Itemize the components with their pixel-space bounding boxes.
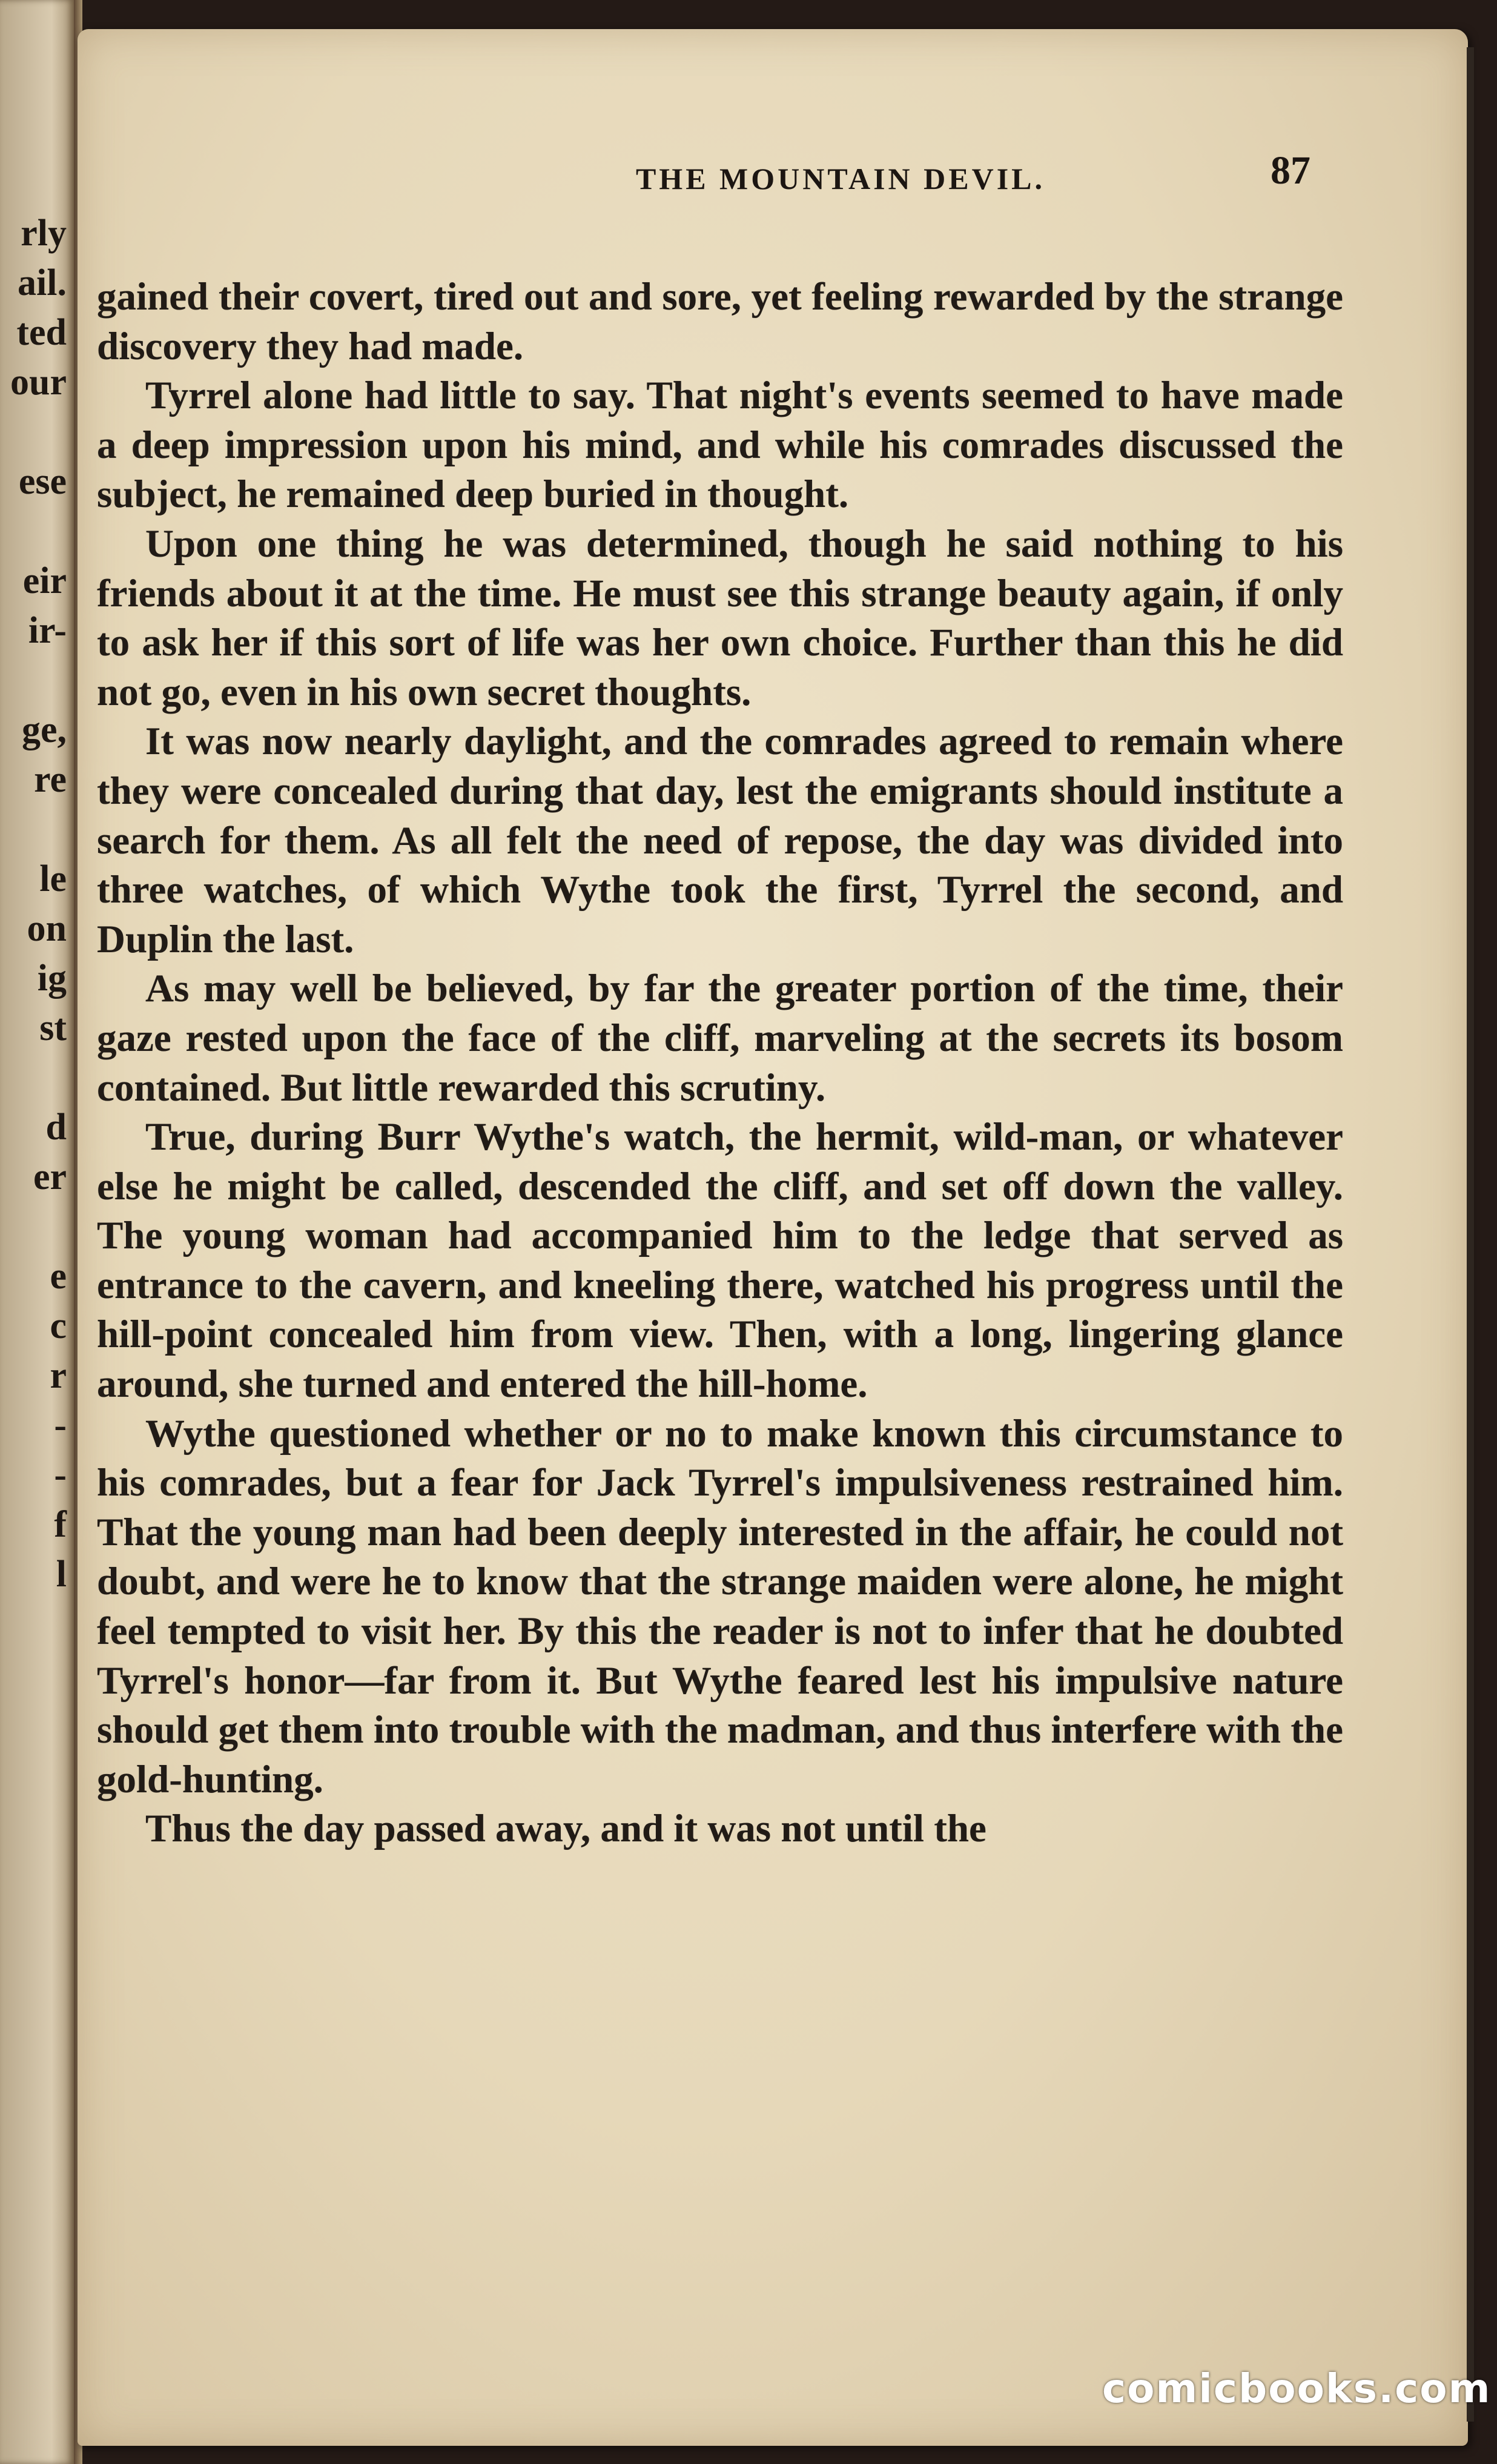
body-text (97, 273, 1343, 1854)
previous-page-fragment: ge, (21, 709, 67, 750)
previous-page-fragment: ted (16, 312, 67, 353)
previous-page-fragment: f (54, 1504, 67, 1545)
previous-page-fragment: our (10, 362, 67, 403)
previous-page-fragment: on (27, 908, 67, 949)
page-edge-shadow (1467, 47, 1474, 2422)
paragraph: gained their covert, tired out and sore, yet feeling rewarded by the strange discovery they had made. (97, 275, 1343, 368)
previous-page-fragment: ail. (18, 262, 67, 303)
previous-page-fragment: - (54, 1405, 67, 1446)
previous-page-fragment: e (50, 1256, 67, 1297)
page-number: 87 (1271, 148, 1310, 193)
paragraph: Tyrrel alone had little to say. That night's events seemed to have made a deep impression upon his mind, and while his comrades discussed the subject, he remained deep buried in thought. (97, 374, 1343, 517)
paragraph: Wythe questioned whether or no to make known this circumstance to his comrades, but a fear for Jack Tyrrel's impulsiveness restrained him. That the young man had been deeply interested in the affair, he could not doubt, and were he to know that the strange maiden were alone, he might feel tempted to visit her. By this the reader is not to infer that he doubted Tyrrel's honor—far from it. But Wythe feared lest his impulsive nature should get them into trouble with the madman, and thus interfere with the gold-hunting. (97, 1411, 1343, 1801)
previous-page-fragment: ig (37, 958, 67, 999)
previous-page-fragment: er (33, 1156, 67, 1197)
paragraph: Upon one thing he was determined, though he said nothing to his friends about it at the time. He must see this strange beauty again, if only to ask her if this sort of life was her own choice. Further than this he did not go, even in his own secret thoughts. (97, 522, 1343, 714)
previous-page-fragment: st (39, 1007, 67, 1048)
previous-page-fragment: ese (18, 461, 67, 502)
previous-page-fragment: d (45, 1107, 67, 1148)
previous-page-fragment: - (54, 1454, 67, 1495)
previous-page-fragment: ir- (28, 610, 67, 651)
previous-page-fragment: eir (22, 560, 67, 601)
previous-page-fragment: le (39, 858, 67, 899)
previous-page-fragment: c (50, 1305, 67, 1346)
paragraph: As may well be believed, by far the greater portion of the time, their gaze rested upon the face of the cliff, marveling at the secrets its bosom contained. But little rewarded this scrutiny. (97, 967, 1343, 1110)
paragraph: Thus the day passed away, and it was not until the (145, 1807, 986, 1851)
paragraph: True, during Burr Wythe's watch, the hermit, wild-man, or whatever else he might be called, descended the cliff, and set off down the valley. The young woman had accompanied him to the ledge that served as entrance to the cavern, and kneeling there, watched his progress until the hill-point concealed him from view. Then, with a long, lingering glance around, she turned and entered the hill-home. (97, 1115, 1343, 1406)
running-header: THE MOUNTAIN DEVIL. (635, 162, 1046, 196)
previous-page-edge (0, 0, 74, 2464)
book-page (78, 29, 1468, 2446)
previous-page-fragment: re (34, 759, 67, 800)
paragraph: It was now nearly daylight, and the comrades agreed to remain where they were concealed during that day, lest the emigrants should institute a search for them. As all felt the need of repose, the day was divided into three watches, of which Wythe took the first, Tyrrel the second, and Duplin the last. (97, 720, 1343, 961)
watermark: comicbooks.com (1102, 2365, 1492, 2412)
previous-page-fragment: rly (21, 213, 67, 254)
previous-page-fragment: r (50, 1355, 67, 1396)
previous-page-fragment: l (56, 1554, 67, 1595)
